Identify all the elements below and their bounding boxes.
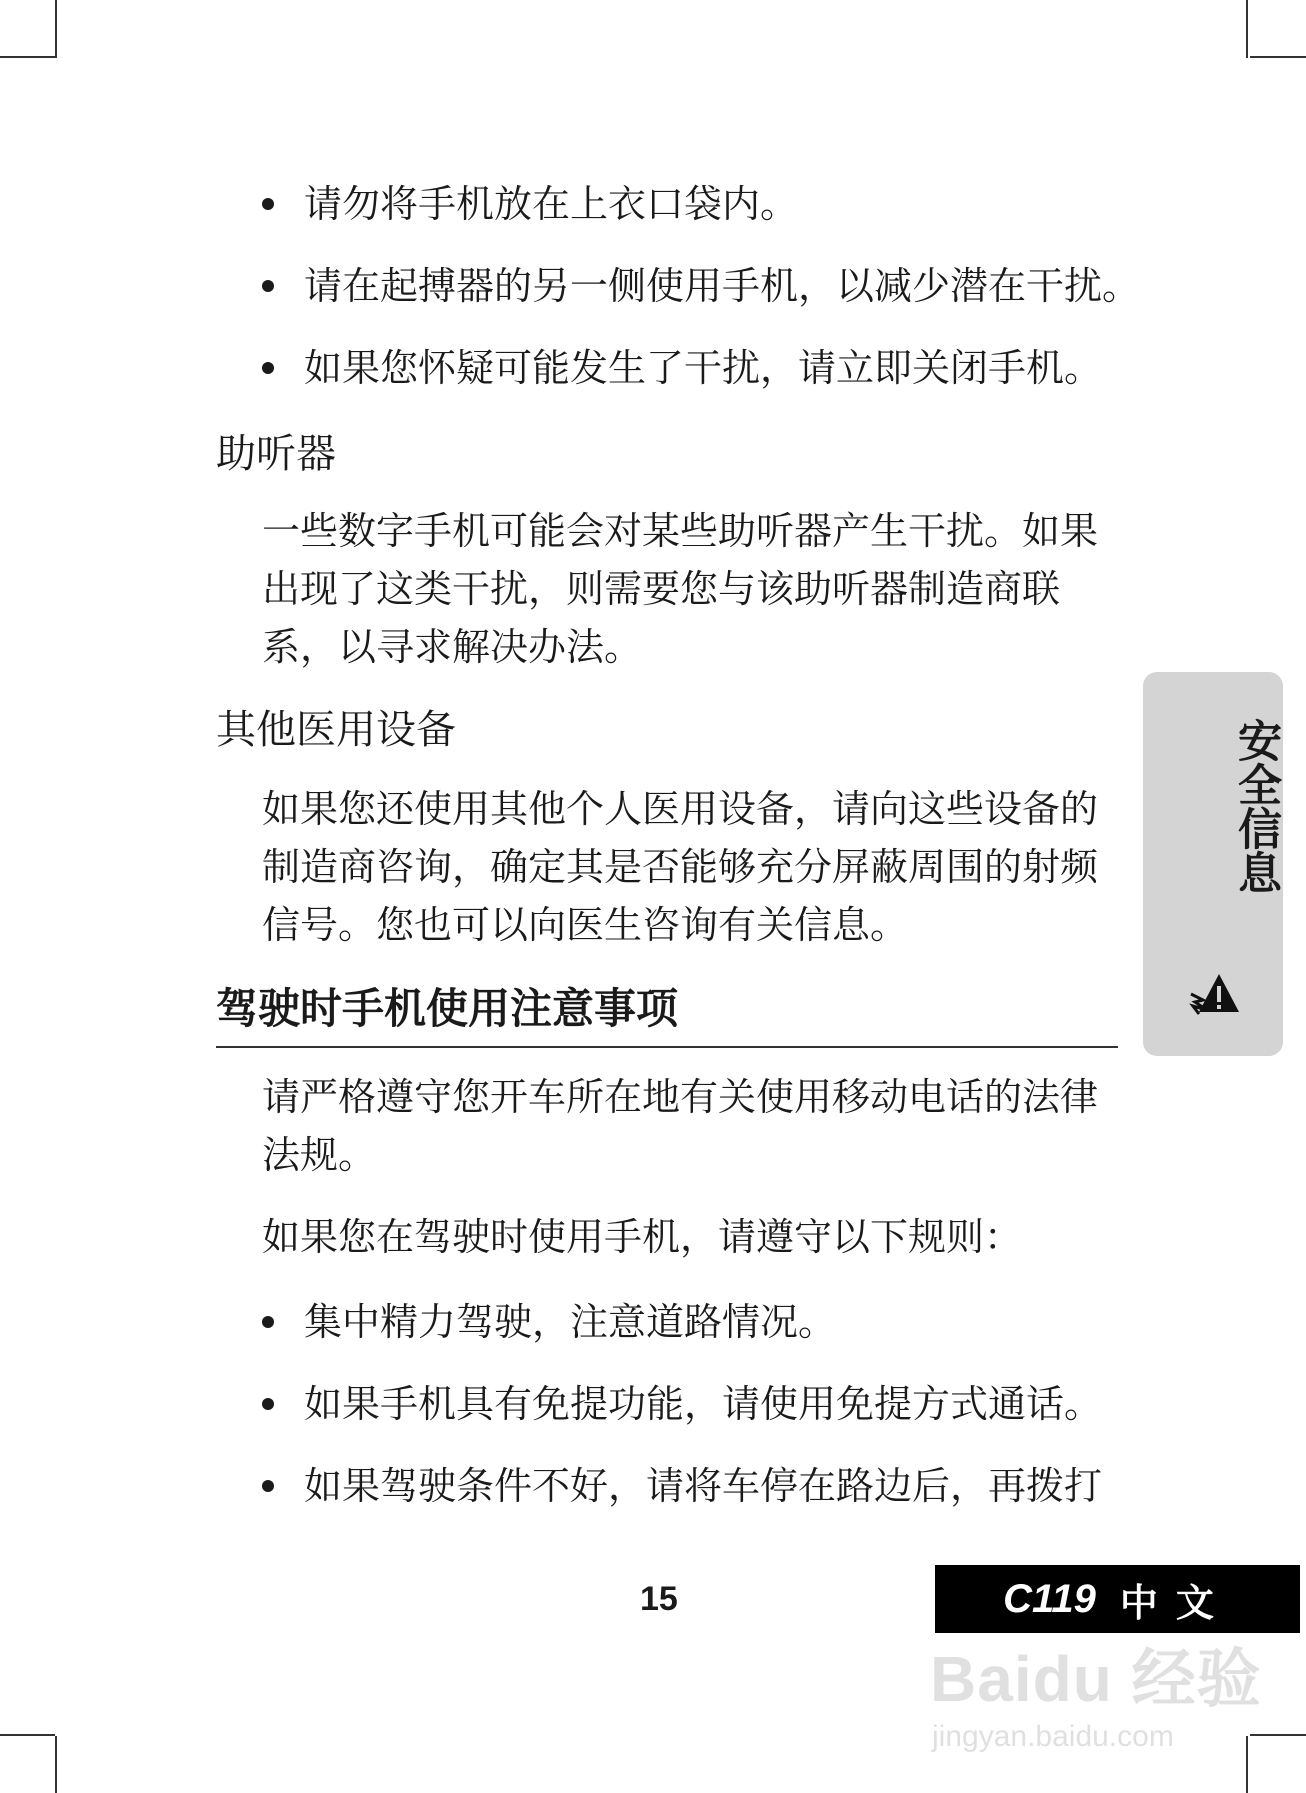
list-item-text: 请在起搏器的另一侧使用手机，以减少潜在干扰。 — [304, 264, 1141, 308]
bullet-dot — [262, 198, 274, 210]
language-label: 中文 — [1119, 1580, 1232, 1625]
crop-mark — [55, 0, 57, 58]
heading-divider — [216, 1046, 1118, 1048]
driving-bullet-list — [262, 1302, 1122, 1506]
list-item-text: 如果手机具有免提功能，请使用免提方式通话。 — [304, 1382, 1103, 1426]
hearing-aid-heading: 助听器 — [216, 431, 336, 477]
side-tab-label — [1143, 718, 1283, 894]
list-item-text: 如果驾驶条件不好，请将车停在路边后，再拨打 — [304, 1464, 1103, 1508]
bullet-dot — [262, 1480, 274, 1492]
other-medical-heading: 其他医用设备 — [216, 707, 456, 753]
bullet-dot — [262, 280, 274, 292]
other-medical-paragraph: 如果您还使用其他个人医用设备，请向这些设备的制造商咨询，确定其是否能够充分屏蔽周围的射频信号。您也可以向医生咨询有关信息。 — [262, 787, 1099, 947]
crop-mark — [0, 56, 55, 58]
bullet-dot — [262, 362, 274, 374]
crop-mark — [55, 1736, 57, 1793]
driving-heading: 驾驶时手机使用注意事项 — [216, 984, 679, 1033]
footer-model-box — [935, 1565, 1300, 1633]
crop-mark — [1250, 56, 1306, 58]
baidu-watermark — [930, 1628, 1262, 1778]
crop-mark — [1246, 1736, 1248, 1793]
crop-mark — [0, 1734, 55, 1736]
side-tab-char: 全 — [1230, 762, 1281, 806]
list-item — [262, 184, 1122, 224]
list-item-text: 集中精力驾驶，注意道路情况。 — [304, 1300, 837, 1344]
driving-paragraph-rules: 如果您在驾驶时使用手机，请遵守以下规则： — [262, 1215, 1023, 1259]
list-item — [262, 1302, 1122, 1342]
watermark-url: jingyan.baidu.com — [932, 1720, 1174, 1753]
pacemaker-bullet-list — [262, 182, 1141, 390]
page-number: 15 — [640, 1580, 678, 1618]
list-item — [262, 1466, 1122, 1506]
side-tab-char: 安 — [1230, 718, 1281, 762]
model-name: C119 — [1003, 1576, 1096, 1621]
hearing-aid-paragraph: 一些数字手机可能会对某些助听器产生干扰。如果出现了这类干扰，则需要您与该助听器制造商联系，以寻求解决办法。 — [262, 509, 1099, 669]
crop-mark — [1246, 0, 1248, 58]
list-item — [262, 264, 1141, 308]
section-side-tab — [1143, 672, 1283, 1056]
list-item — [262, 1384, 1122, 1424]
watermark-logo-text: Baidu 经验 — [930, 1643, 1262, 1715]
driving-paragraph-laws: 请严格遵守您开车所在地有关使用移动电话的法律法规。 — [262, 1075, 1099, 1177]
bullet-dot — [262, 1398, 274, 1410]
side-tab-char: 信 — [1230, 806, 1281, 850]
list-item-text: 请勿将手机放在上衣口袋内。 — [304, 182, 799, 226]
list-item-text: 如果您怀疑可能发生了干扰，请立即关闭手机。 — [304, 346, 1103, 390]
warning-icon — [1189, 972, 1241, 1016]
crop-mark — [1250, 1734, 1306, 1736]
side-tab-char: 息 — [1230, 850, 1281, 894]
bullet-dot — [262, 1316, 274, 1328]
list-item — [262, 348, 1122, 388]
